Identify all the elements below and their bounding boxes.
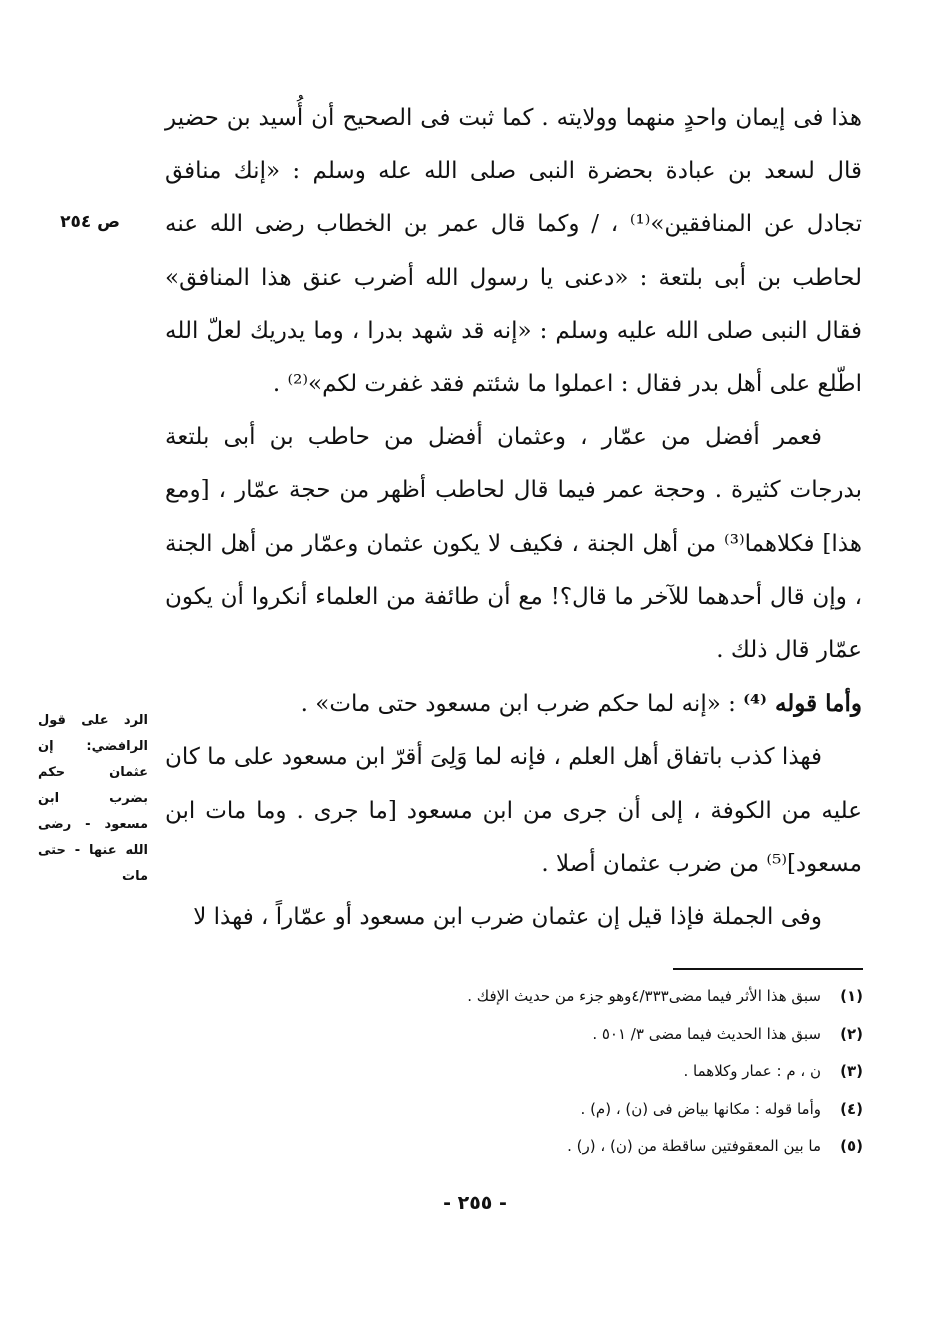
paragraph-3-quote: : «إنه لما حكم ضرب ابن مسعود حتى مات» . [300,691,744,718]
footnote-text: سبق هذا الحديث فيما مضى ٣/ ٥٠١ . [592,1024,821,1043]
margin-side-note: الرد على قول الرافضي: إن عثمان حكم بضرب ابن مسعود - رضى الله عنها - حتى مات [38,713,148,884]
footnote-item [300,978,863,1016]
footnote-text: ما بين المعقوفتين ساقطة من (ن) ، (ر) . [567,1137,821,1155]
paragraph-1: هذا فى إيمان واحدٍ منهما وولايته . كما ثبت فى الصحيح أن أُسيد بن حضير قال لسعد بن عبادة بحضرة النبى صلى الله عله وسلم : «إنك منافق تجادل عن المنافقين»⁽¹⁾ ، / وكما قال عمر بن الخطاب رضى الله عنه لحاطب بن أبى بلتعة : «دعنى يا رسول الله أضرب عنق هذا المنافق» فقال النبى صلى الله عليه وسلم : «إنه قد شهد بدرا ، وما يدريك لعلّ الله اطّلع على أهل بدر فقال : اعملوا ما شئتم فقد غفرت لكم»⁽²⁾ . [165,105,863,398]
page-number: - ٢٥٥ - [443,1192,507,1214]
paragraph-5: وفى الجملة فإذا قيل إن عثمان ضرب ابن مسعود أو عمّاراً ، فهذا لا [193,904,822,931]
footnote-number: (٤) [840,1099,863,1118]
footnote-item [300,1016,863,1054]
footnote-number: (٢) [840,1024,863,1043]
footnote-separator [673,968,863,970]
footnote-text: وأما قوله : مكانها بياض فى (ن) ، (م) . [580,1099,821,1118]
footnote-number: (١) [840,987,863,1005]
footnote-item [300,1053,863,1091]
margin-page-reference: ص ٢٥٤ [60,212,120,232]
footnote-item [300,1091,863,1129]
footnote-number: (٥) [840,1137,863,1155]
footnote-text: سبق هذا الأثر فيما مضى٤/٣٣٣وهو جزء من حديث الإفك . [467,987,821,1005]
footnote-item [300,1128,863,1166]
main-text [165,92,862,944]
paragraph-3-lead: وأما قوله ⁽⁴⁾ [743,690,862,718]
footnote-text: ن ، م : عمار وكلاهما . [683,1062,821,1080]
paragraph-4: فهذا كذب باتفاق أهل العلم ، فإنه لما وَلِىَ أقرّ ابن مسعود على ما كان عليه من الكوفة ، إلى أن جرى من ابن مسعود [ما جرى . وما مات ابن مسعود]⁽⁵⁾ من ضرب عثمان أصلا . [165,744,862,877]
footnote-number: (٣) [840,1062,863,1080]
paragraph-2: فعمر أفضل من عمّار ، وعثمان أفضل من حاطب بن أبى بلتعة بدرجات كثيرة . وحجة عمر فيما قال لحاطب أظهر من حجة عمّار ، [ومع هذا] فكلاهما⁽³⁾ من أهل الجنة ، فكيف لا يكون عثمان وعمّار من أهل الجنة ، وإن قال أحدهما للآخر ما قال؟! مع أن طائفة من العلماء أنكروا أن يكون عمّار قال ذلك . [165,424,862,664]
footnotes [300,978,863,1166]
paragraph-3 [165,677,862,731]
